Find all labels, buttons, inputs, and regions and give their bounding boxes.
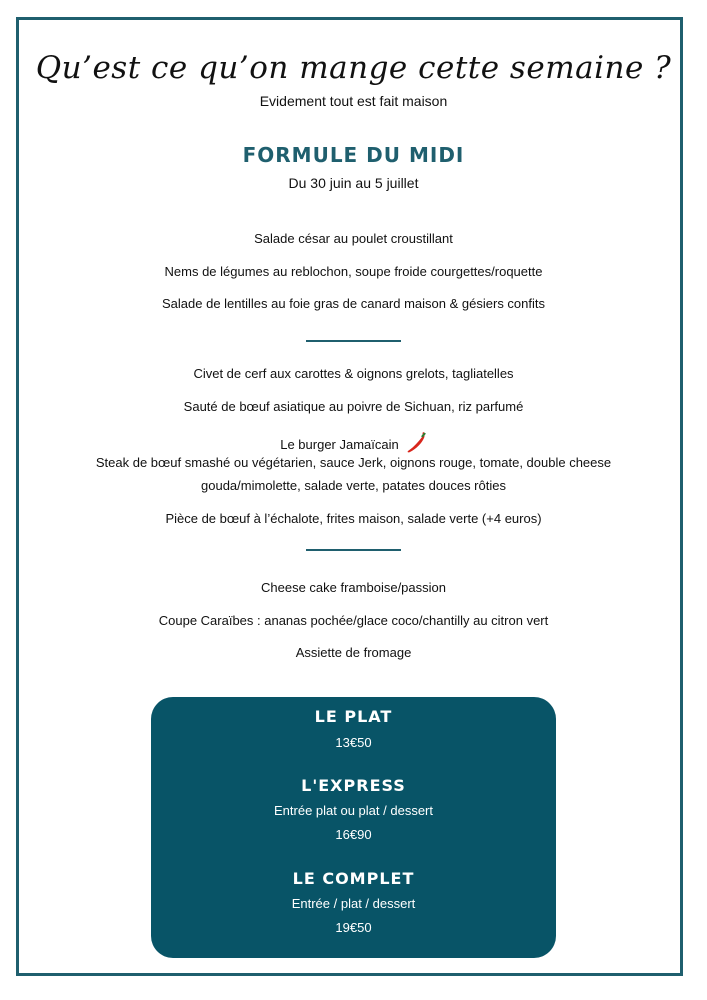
entree-item: Salade césar au poulet croustillant <box>254 231 453 246</box>
burger-title: Le burger Jamaïcain <box>280 437 399 452</box>
formule-title: FORMULE DU MIDI <box>242 143 465 167</box>
plat-item: Sauté de bœuf asiatique au poivre de Sichuan, riz parfumé <box>183 399 524 414</box>
price-box <box>151 697 556 958</box>
formula-price-express: 16€90 <box>335 827 372 842</box>
formule-dates: Du 30 juin au 5 juillet <box>288 175 419 191</box>
entree-item: Nems de légumes au reblochon, soupe froide courgettes/roquette <box>164 264 543 279</box>
burger-description: Steak de bœuf smashé ou végétarien, sauce Jerk, oignons rouge, tomate, double cheese <box>95 455 612 470</box>
dessert-item: Cheese cake framboise/passion <box>261 580 446 595</box>
formula-title-plat: LE PLAT <box>314 707 393 726</box>
formula-title-express: L'EXPRESS <box>301 776 406 795</box>
formula-price-plat: 13€50 <box>335 735 372 750</box>
section-divider <box>306 549 401 551</box>
formula-price-complet: 19€50 <box>335 920 372 935</box>
chili-pepper-icon <box>405 430 427 457</box>
formula-desc-express: Entrée plat ou plat / dessert <box>274 803 433 818</box>
burger-description: gouda/mimolette, salade verte, patates douces rôties <box>201 478 506 493</box>
dessert-item: Coupe Caraïbes : ananas pochée/glace coco/chantilly au citron vert <box>158 613 549 628</box>
page-title: Qu’est ce qu’on mange cette semaine ? <box>35 50 672 86</box>
plat-item: Pièce de bœuf à l’échalote, frites maison, salade verte (+4 euros) <box>165 511 542 526</box>
formula-desc-complet: Entrée / plat / dessert <box>291 896 416 911</box>
entree-item: Salade de lentilles au foie gras de canard maison & gésiers confits <box>162 296 545 311</box>
dessert-item: Assiette de fromage <box>295 645 412 660</box>
section-divider <box>306 340 401 342</box>
plat-item: Civet de cerf aux carottes & oignons grelots, tagliatelles <box>193 366 514 381</box>
formula-title-complet: LE COMPLET <box>292 869 415 888</box>
page-subtitle: Evidement tout est fait maison <box>259 93 448 109</box>
plat-item-burger <box>0 430 707 457</box>
